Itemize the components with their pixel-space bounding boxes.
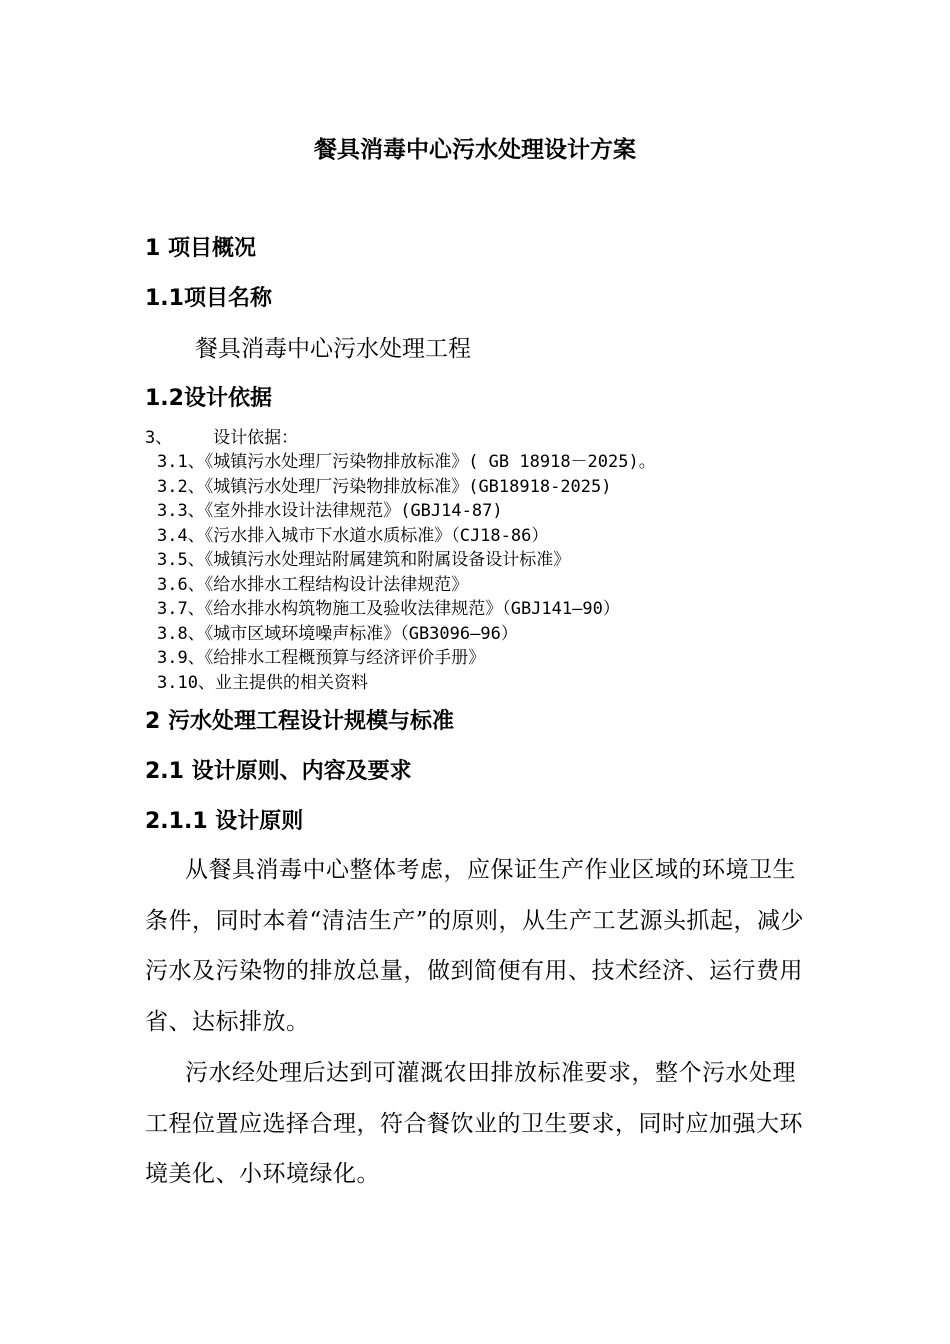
design-principle-paragraph: 污水经处理后达到可灌溉农田排放标准要求，整个污水处理工程位置应选择合理，符合餐饮业的卫生要求，同时应加强大环境美化、小环境绿化。 [145,1060,803,1187]
design-basis-item: 3.6、《给水排水工程结构设计法律规范》 [157,574,469,595]
design-basis-item: 3.1、《城镇污水处理厂污染物排放标准》( GB 18918－2025)。 [157,452,656,472]
design-principle-paragraph: 从餐具消毒中心整体考虑，应保证生产作业区域的环境卫生条件，同时本着“清洁生产”的原则，从生产工艺源头抓起，减少污水及污染物的排放总量，做到简便有用、技术经济、运行费用省、达标排放。 [145,857,805,1035]
design-basis-item: 3.7、《给水排水构筑物施工及验收法律规范》（GBJ141—90） [157,599,620,619]
design-basis-item: 3.10、业主提供的相关资料 [157,672,368,693]
design-basis-item: 3.3、《室外排水设计法律规范》(GBJ14-87) [157,501,503,521]
design-basis-item: 3.9、《给排水工程概预算与经济评价手册》 [157,648,486,668]
section-2-heading: 2 污水处理工程设计规模与标准 [145,709,454,734]
section-1-2-heading: 1.2设计依据 [145,386,272,411]
section-2-1-heading: 2.1 设计原则、内容及要求 [145,759,412,784]
section-1-1-heading: 1.1项目名称 [145,286,272,311]
design-basis-item: 3.4、《污水排入城市下水道水质标准》（CJ18-86） [157,525,549,546]
document-title: 餐具消毒中心污水处理设计方案 [314,137,636,163]
design-basis-item: 3.8、《城市区域环境噪声标准》（GB3096—96） [157,623,518,644]
section-2-1-1-heading: 2.1.1 设计原则 [145,809,304,834]
section-1-heading: 1 项目概况 [145,236,256,261]
design-basis-item: 3.2、《城镇污水处理厂污染物排放标准》(GB18918-2025) [157,476,612,497]
design-basis-intro: 3、 设计依据： [145,428,299,448]
design-basis-item: 3.5、《城镇污水处理站附属建筑和附属设备设计标准》 [157,550,571,570]
design-basis-list [157,450,656,695]
project-name-text: 餐具消毒中心污水处理工程 [195,336,471,362]
